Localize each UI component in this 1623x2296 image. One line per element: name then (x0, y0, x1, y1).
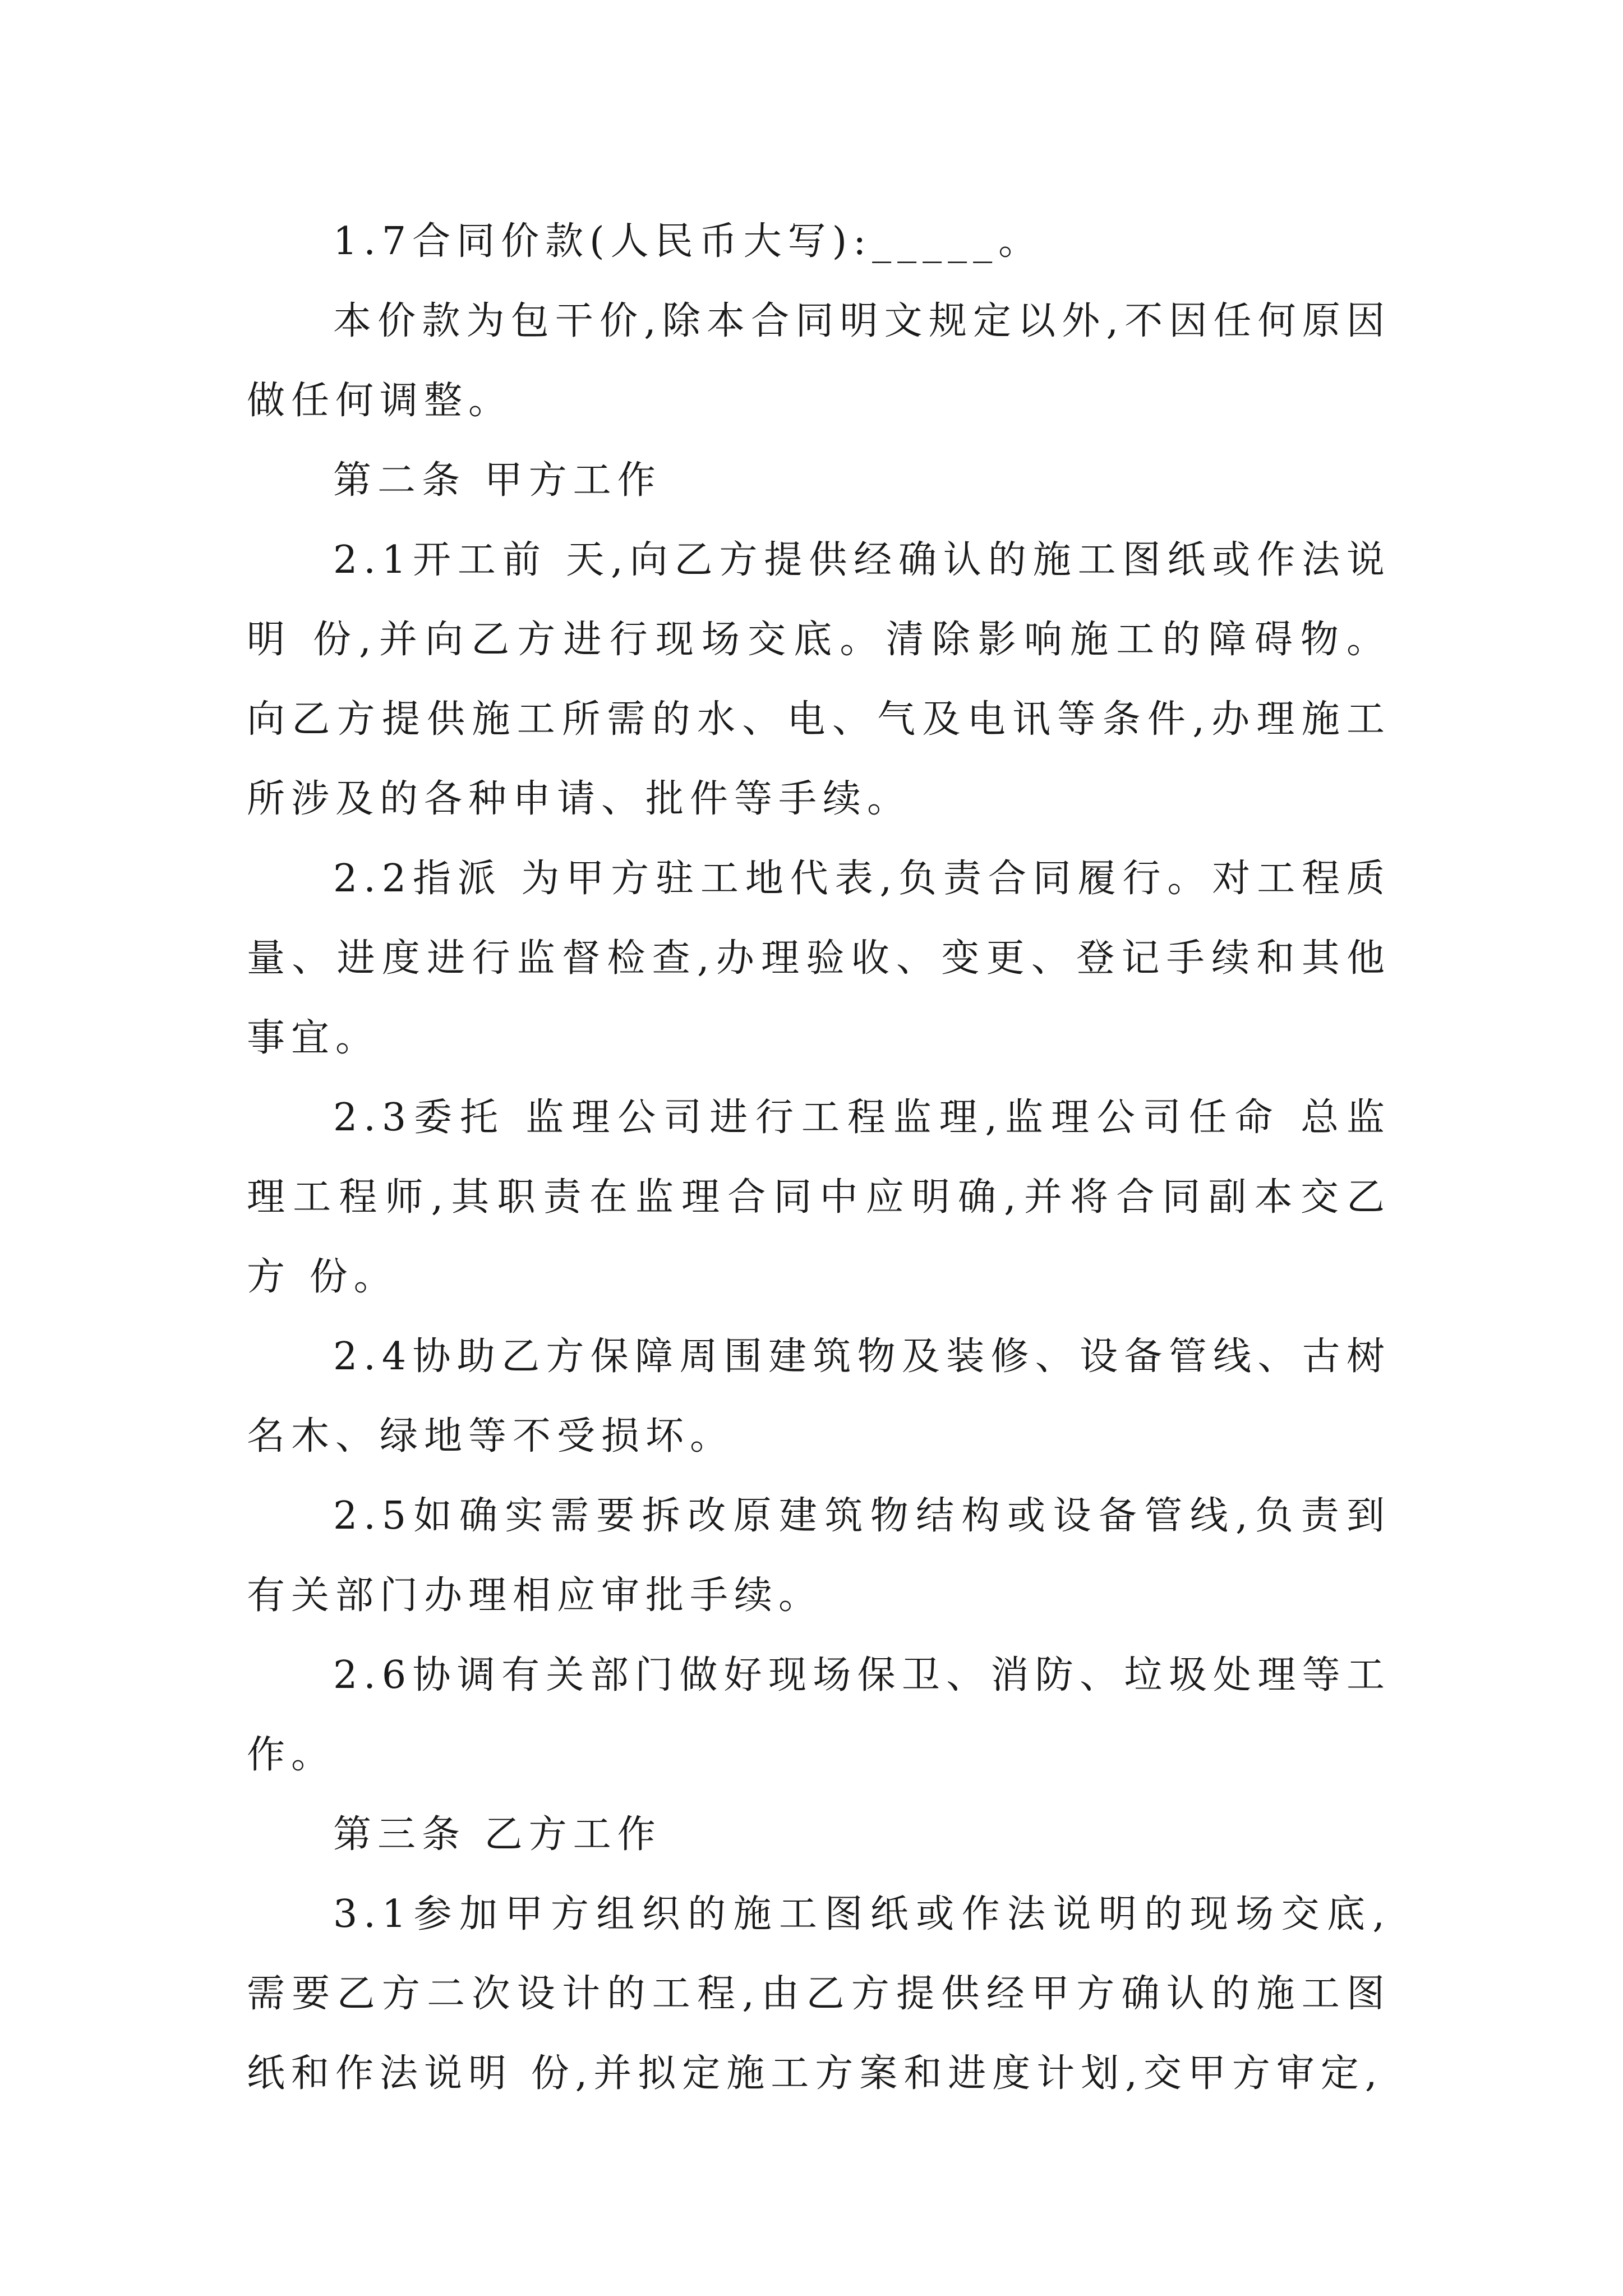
price-fixed-note: 本价款为包干价,除本合同明文规定以外,不因任何原因做任何调整。 (247, 299, 1391, 423)
article-3-heading: 第三条 乙方工作 (333, 1812, 662, 1857)
clause-3-1: 3.1参加甲方组织的施工图纸或作法说明的现场交底,需要乙方二次设计的工程,由乙方提供经甲方确认的施工图纸和作法说明 份,并拟定施工方案和进度计划,交甲方审定, (247, 1892, 1391, 2096)
clause-2-3: 2.3委托 监理公司进行工程监理,监理公司任命 总监理工程师,其职责在监理合同中应明确,并将合同副本交乙方 份。 (247, 1096, 1391, 1299)
clause-2-2: 2.2指派 为甲方驻工地代表,负责合同履行。对工程质量、进度进行监督检查,办理验收、变更、登记手续和其他事宜。 (247, 857, 1391, 1060)
article-2-heading: 第二条 甲方工作 (333, 458, 662, 503)
clause-2-5: 2.5如确实需要拆改原建筑物结构或设备管线,负责到有关部门办理相应审批手续。 (247, 1494, 1391, 1618)
clause-1-7-contract-price: 1.7合同价款(人民币大写):_____。 (333, 219, 1043, 264)
clause-2-6: 2.6协调有关部门做好现场保卫、消防、垃圾处理等工作。 (247, 1653, 1391, 1777)
clause-2-4: 2.4协助乙方保障周围建筑物及装修、设备管线、古树名木、绿地等不受损坏。 (247, 1335, 1391, 1458)
clause-2-1: 2.1开工前 天,向乙方提供经确认的施工图纸或作法说明 份,并向乙方进行现场交底。清除影响施工的障碍物。向乙方提供施工所需的水、电、气及电讯等条件,办理施工所涉及的各种申请、批件等手续。 (247, 538, 1391, 821)
document-body (247, 202, 1391, 2114)
